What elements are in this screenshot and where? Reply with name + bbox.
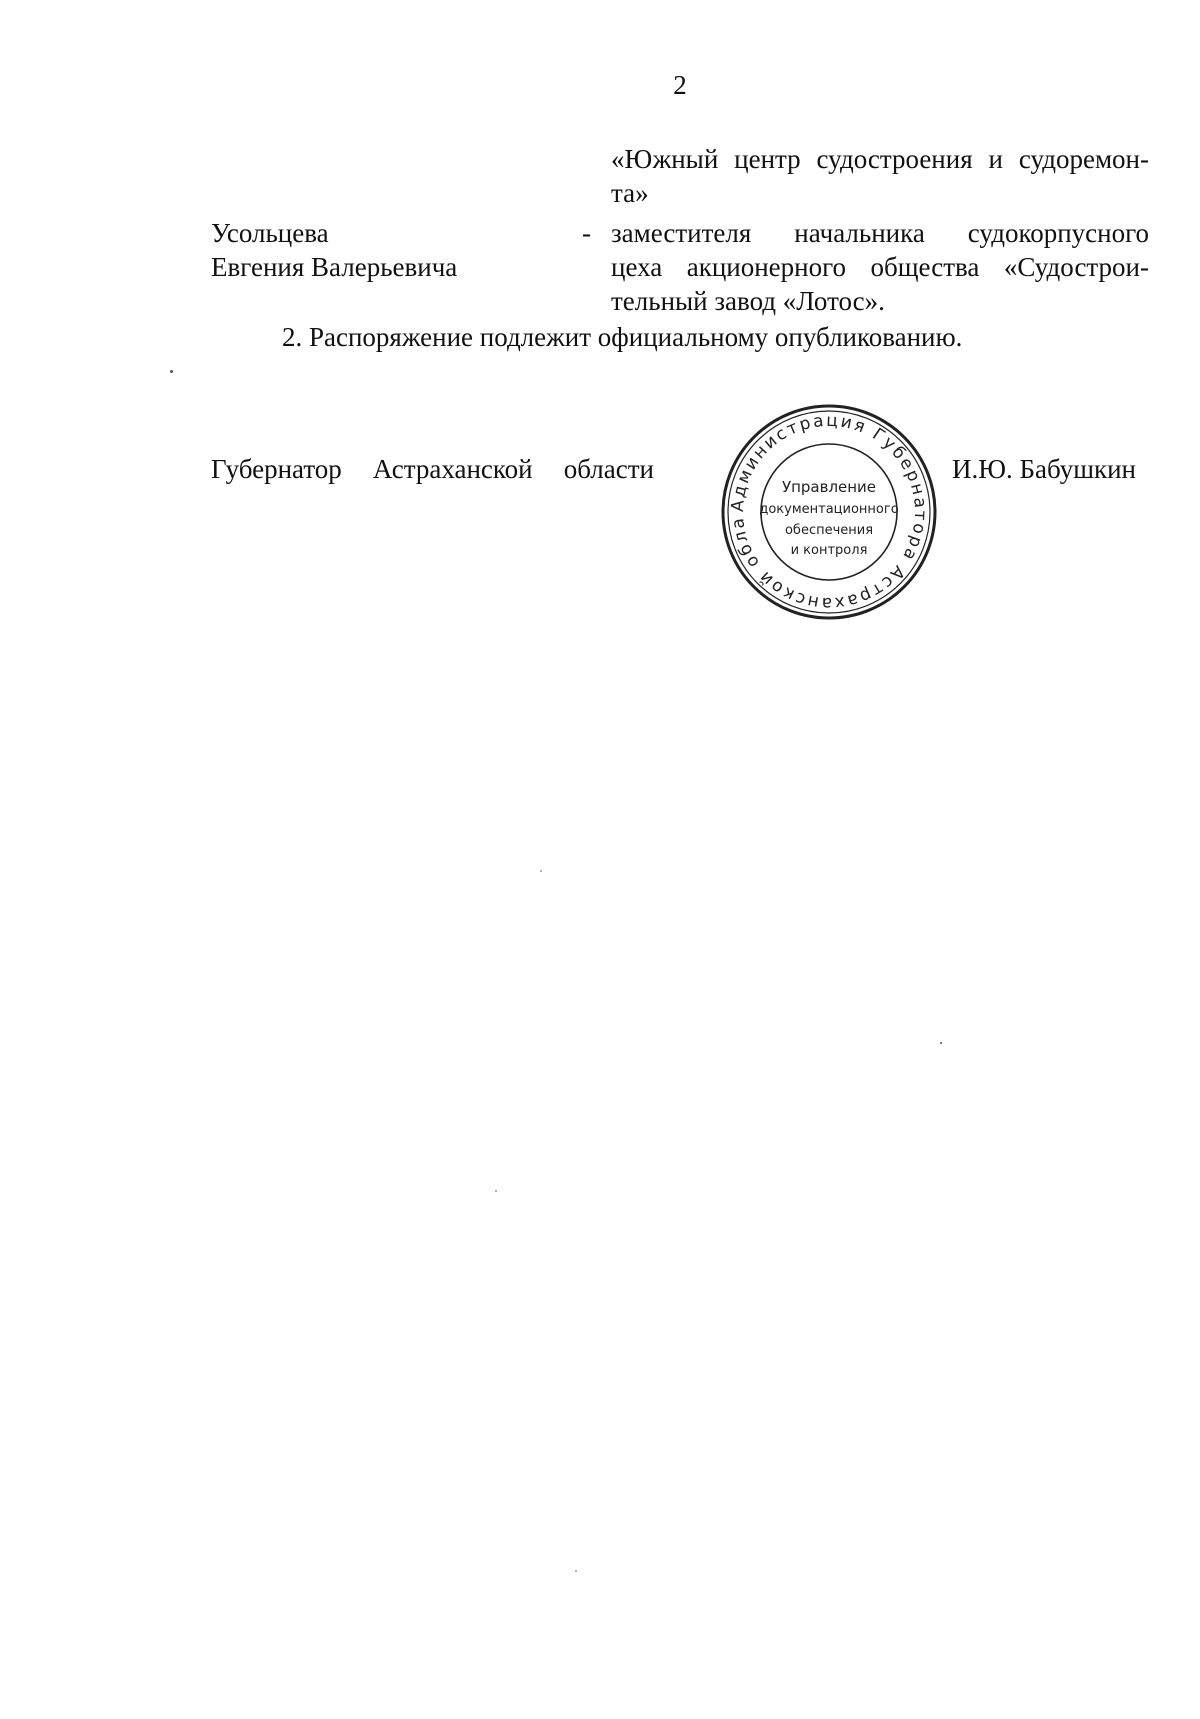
official-seal bbox=[718, 400, 940, 624]
scan-speck bbox=[575, 1570, 577, 1572]
list-continuation-line-2: та» bbox=[611, 178, 649, 208]
list-continuation-line-1: «Южный центр судостроения и судоремон- bbox=[611, 144, 1149, 174]
scan-speck bbox=[170, 370, 173, 373]
seal-center-line-3: обеспечения bbox=[784, 523, 874, 538]
scan-speck bbox=[940, 1042, 942, 1044]
seal-center-line-2: документационного bbox=[759, 502, 899, 517]
seal-center-line-4: и контроля bbox=[790, 543, 868, 558]
seal-graphic bbox=[718, 400, 940, 624]
signatory-title: Губернатор Астраханской области bbox=[211, 454, 654, 484]
signatory-name: И.Ю. Бабушкин bbox=[952, 454, 1137, 484]
seal-outer-text: Администрация Губернатора Астраханской обла bbox=[727, 410, 931, 614]
entry-surname: Усольцева bbox=[211, 218, 329, 248]
entry-position-line-1: заместителя начальника судокорпусного bbox=[611, 218, 1149, 248]
page-number: 2 bbox=[673, 70, 687, 100]
seal-center-line-1: Управление bbox=[781, 478, 877, 496]
entry-position-line-3: тельный завод «Лотос». bbox=[611, 286, 885, 316]
scan-speck bbox=[495, 1190, 497, 1192]
entry-dash: - bbox=[582, 218, 591, 248]
clause-2: 2. Распоряжение подлежит официальному опубликованию. bbox=[282, 322, 963, 352]
scan-speck bbox=[540, 870, 542, 872]
entry-position-line-2: цеха акционерного общества «Судострои- bbox=[611, 252, 1149, 282]
entry-given-names: Евгения Валерьевича bbox=[211, 252, 458, 282]
